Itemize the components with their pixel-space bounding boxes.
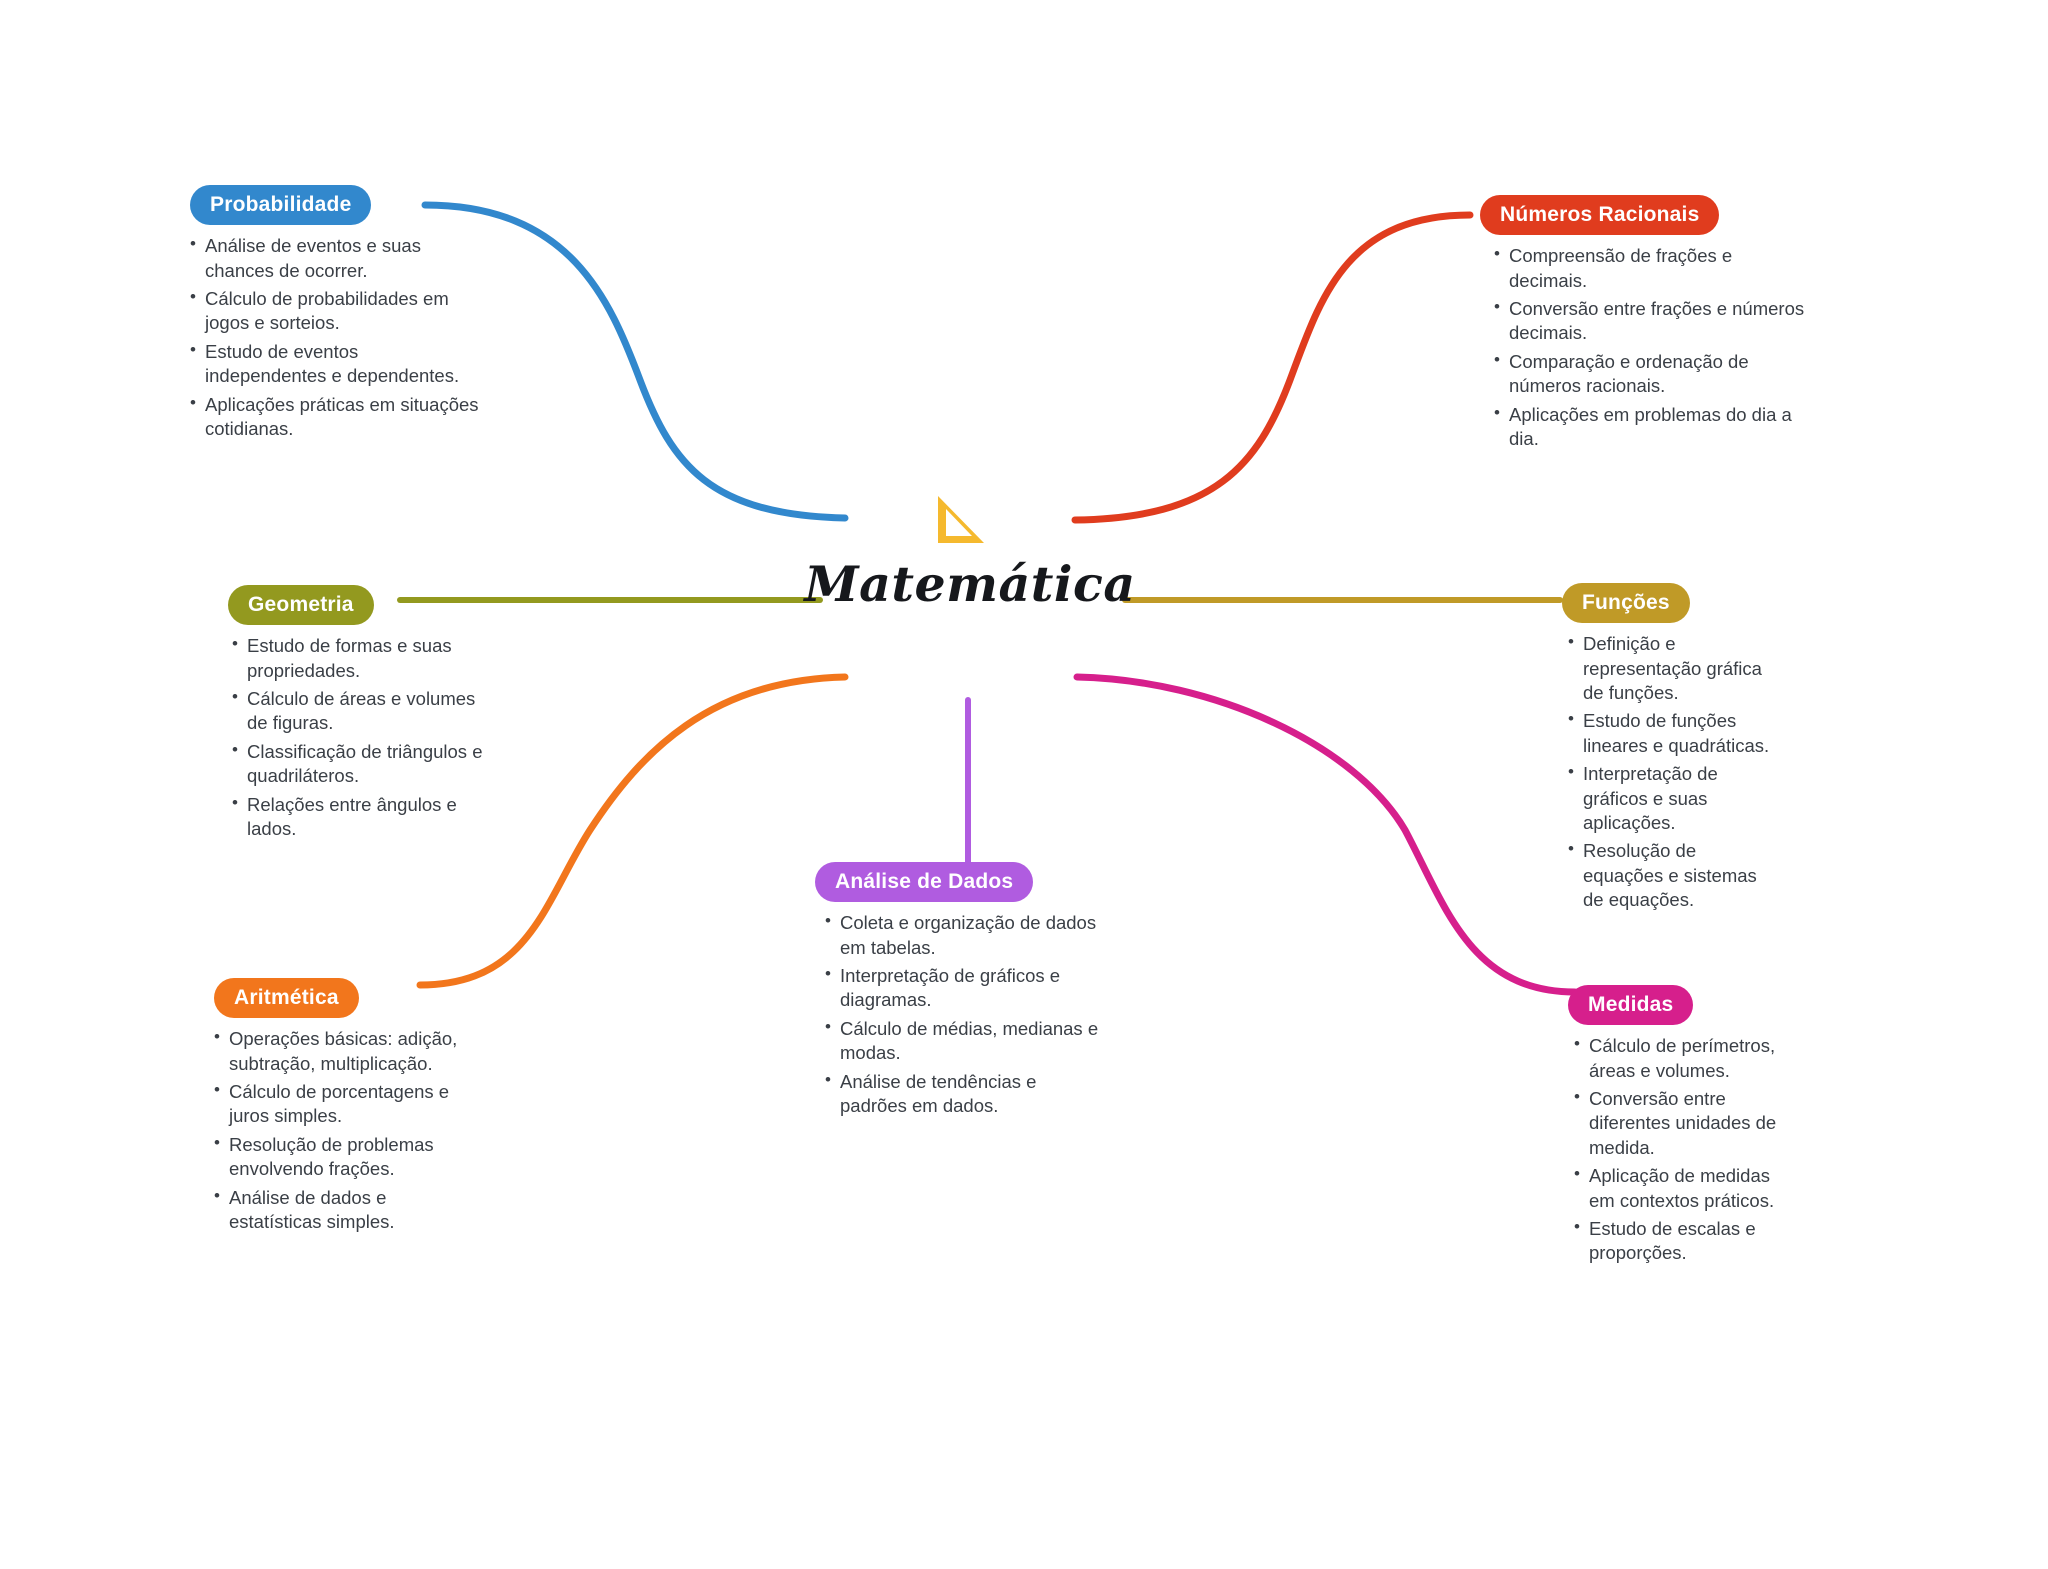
list-item: • Análise de dados e estatísticas simples.: [214, 1186, 480, 1235]
list-item: • Classificação de triângulos e quadriláteros.: [232, 740, 488, 789]
list-item: • Aplicações em problemas do dia a dia.: [1494, 403, 1810, 452]
branch-items-medidas: [1574, 1034, 1780, 1266]
page-title: Matemática: [804, 555, 1136, 613]
list-item: • Interpretação de gráficos e diagramas.: [825, 964, 1105, 1013]
branch-label-analise-de-dados[interactable]: Análise de Dados: [815, 862, 1033, 902]
connector-numeros-racionais: [1075, 215, 1470, 520]
connector-probabilidade: [425, 205, 845, 518]
list-item: • Compreensão de frações e decimais.: [1494, 244, 1810, 293]
list-item: • Relações entre ângulos e lados.: [232, 793, 488, 842]
list-item: • Aplicações práticas em situações cotidianas.: [190, 393, 480, 442]
branch-label-geometria[interactable]: Geometria: [228, 585, 374, 625]
branch-geometria[interactable]: [218, 585, 488, 845]
list-item: • Estudo de eventos independentes e dependentes.: [190, 340, 480, 389]
list-item: • Cálculo de probabilidades em jogos e sorteios.: [190, 287, 480, 336]
branch-label-aritmetica[interactable]: Aritmética: [214, 978, 359, 1018]
branch-numeros-racionais[interactable]: [1480, 195, 1810, 455]
branch-label-medidas[interactable]: Medidas: [1568, 985, 1693, 1025]
connector-medidas: [1077, 677, 1575, 992]
list-item: • Conversão entre frações e números decimais.: [1494, 297, 1810, 346]
list-item: • Cálculo de porcentagens e juros simples.: [214, 1080, 480, 1129]
list-item: • Operações básicas: adição, subtração, multiplicação.: [214, 1027, 480, 1076]
branch-items-geometria: [232, 634, 488, 841]
list-item: • Estudo de formas e suas propriedades.: [232, 634, 488, 683]
branch-label-numeros-racionais[interactable]: Números Racionais: [1480, 195, 1719, 235]
list-item: • Cálculo de médias, medianas e modas.: [825, 1017, 1105, 1066]
branch-analise-de-dados[interactable]: [815, 862, 1105, 1122]
list-item: • Cálculo de perímetros, áreas e volumes.: [1574, 1034, 1780, 1083]
branch-medidas[interactable]: [1550, 985, 1780, 1270]
list-item: • Resolução de problemas envolvendo frações.: [214, 1133, 480, 1182]
branch-items-numeros-racionais: [1494, 244, 1810, 451]
branch-items-analise-de-dados: [825, 911, 1105, 1118]
list-item: • Estudo de funções lineares e quadráticas.: [1568, 709, 1780, 758]
branch-probabilidade[interactable]: [190, 185, 480, 445]
branch-items-probabilidade: [190, 234, 480, 441]
list-item: • Resolução de equações e sistemas de equações.: [1568, 839, 1780, 912]
list-item: • Estudo de escalas e proporções.: [1574, 1217, 1780, 1266]
list-item: • Aplicação de medidas em contextos práticos.: [1574, 1164, 1780, 1213]
branch-items-aritmetica: [214, 1027, 480, 1234]
list-item: • Cálculo de áreas e volumes de figuras.: [232, 687, 488, 736]
list-item: • Definição e representação gráfica de funções.: [1568, 632, 1780, 705]
list-item: • Coleta e organização de dados em tabelas.: [825, 911, 1105, 960]
branch-aritmetica[interactable]: [200, 978, 480, 1238]
list-item: • Análise de eventos e suas chances de ocorrer.: [190, 234, 480, 283]
branch-items-funcoes: [1568, 632, 1780, 912]
list-item: • Análise de tendências e padrões em dados.: [825, 1070, 1105, 1119]
triangle-ruler-icon: [928, 493, 992, 549]
list-item: • Conversão entre diferentes unidades de medida.: [1574, 1087, 1780, 1160]
list-item: • Interpretação de gráficos e suas aplicações.: [1568, 762, 1780, 835]
list-item: • Comparação e ordenação de números racionais.: [1494, 350, 1810, 399]
branch-label-probabilidade[interactable]: Probabilidade: [190, 185, 371, 225]
branch-funcoes[interactable]: [1550, 583, 1780, 917]
branch-label-funcoes[interactable]: Funções: [1562, 583, 1690, 623]
